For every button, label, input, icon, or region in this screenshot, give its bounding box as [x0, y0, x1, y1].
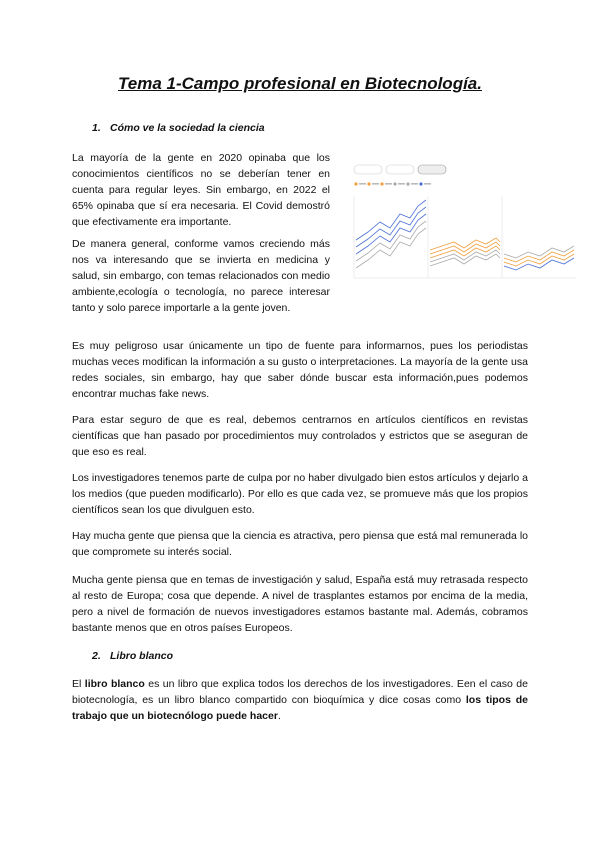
paragraph-5: Los investigadores tenemos parte de culpa por no haber divulgado bien estos artículos y dejarlo a los medios (que pueden modificarlo). Por ello es que cada vez, se promueve más que los propios científicos sean los que divulguen esto.: [72, 472, 528, 516]
paragraph-7: Mucha gente piensa que en temas de investigación y salud, España está muy retrasada respecto al resto de Europa; cosa que depende. A nivel de trasplantes estamos por encima de la media, pero a nivel de formación de nuevos investigadores estamos bastante mal. Además, cobramos bastante menos que en otros países Europeos.: [72, 574, 528, 634]
section-2-title: Libro blanco: [110, 650, 173, 662]
page-title: Tema 1-Campo profesional en Biotecnología.: [118, 74, 482, 93]
section-2-number: 2.: [92, 650, 101, 662]
bold-phrase-tipos-de-trabajo: los tipos de trabajo que un biotecnólogo puede hacer: [72, 694, 528, 722]
legend-dot: [380, 182, 383, 185]
legend-label-placeholder: [372, 183, 379, 185]
legend-dot: [354, 182, 357, 185]
section-1-number: 1.: [92, 122, 101, 134]
legend-label-placeholder: [411, 183, 418, 185]
section-2-heading: [92, 650, 173, 662]
paragraph-1: La mayoría de la gente en 2020 opinaba que los conocimientos científicos no se deberían tener en cuenta para regular leyes. Sin embargo, en 2022 el 65% opinaba que sí era necesaria. El Covid demostró que efectivamente era importante.: [72, 152, 330, 228]
legend-label-placeholder: [424, 183, 431, 185]
paragraph-8: [72, 676, 528, 724]
legend-dot: [393, 182, 396, 185]
paragraph-3: Es muy peligroso usar únicamente un tipo de fuente para informarnos, pues los periodistas muchas veces modifican la información a su gusto o interpretaciones. La mayoría de la gente usa redes sociales, sin embargo, hay que saber dónde buscar esta información,pues podemos encontrar muchas fake news.: [72, 340, 528, 400]
section-1-heading: [92, 122, 265, 134]
legend-dot: [419, 182, 422, 185]
text-run: El: [72, 678, 85, 690]
legend-label-placeholder: [398, 183, 405, 185]
paragraph-2: De manera general, conforme vamos creciendo más nos va interesando que se invierta en medicina y salud, sin embargo, con temas relacionados con medio ambiente,ecología o tecnología, no parece interesar tanto y solo parece importarle a la gente joven.: [72, 238, 330, 314]
paragraph-4: Para estar seguro de que es real, debemos centrarnos en artículos científicos en revistas científicas que han pasado por procedimientos muy controlados y estrictos que se aseguran de que eso es real.: [72, 414, 528, 458]
legend-dot: [367, 182, 370, 185]
legend-label-placeholder: [359, 183, 366, 185]
text-run: es un libro que explica todos los derechos de los investigadores. Een el caso de biotecnología, es un libro blanco compartido con bioquímica y dice cosas como: [72, 678, 528, 706]
legend-dot: [406, 182, 409, 185]
chart-screenshot-image: [346, 162, 580, 286]
legend-label-placeholder: [385, 183, 392, 185]
section-1-title: Cómo ve la sociedad la ciencia: [110, 122, 265, 134]
paragraph-6: Hay mucha gente que piensa que la ciencia es atractiva, pero piensa que está mal remunerada lo que compromete su interés social.: [72, 530, 528, 558]
text-run: .: [277, 710, 281, 722]
bold-term-libro-blanco: libro blanco: [84, 678, 145, 690]
